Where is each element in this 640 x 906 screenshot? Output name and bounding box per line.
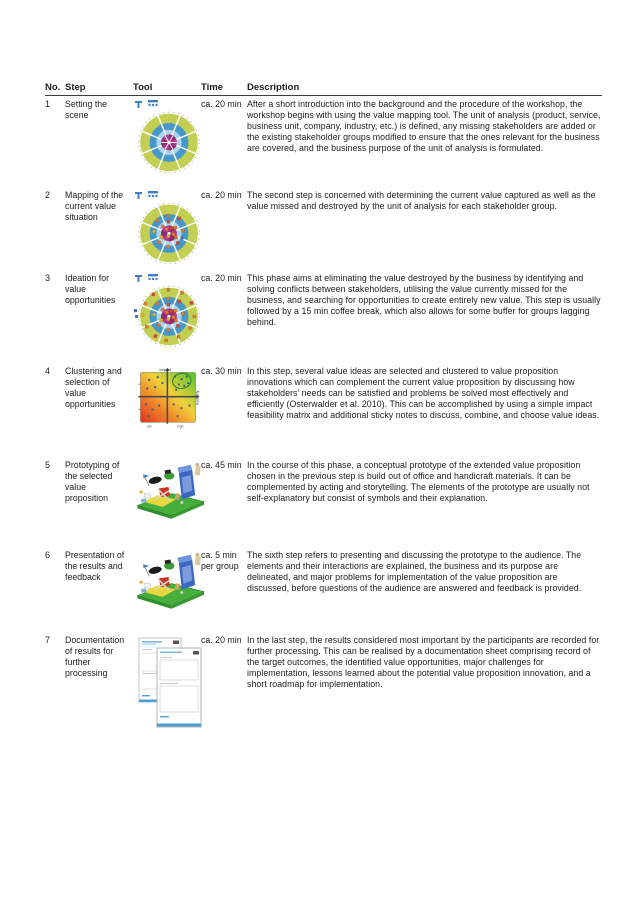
workshop-steps-table: [45, 82, 602, 755]
step-time: ca. 30 min: [201, 366, 242, 376]
step-time: ca. 5 min per group: [201, 550, 239, 571]
step-time: ca. 45 min: [201, 460, 242, 470]
step-name: Presentation of the results and feedback: [65, 550, 125, 582]
step-number: 4: [45, 366, 51, 376]
table-row: [45, 273, 602, 366]
matrix-label-impact: Impact: [159, 367, 172, 372]
step-name: Clustering and selection of value opportunities: [65, 366, 122, 409]
header-tool: Tool: [133, 82, 153, 93]
step-description: In the last step, the results considered most important by the participants are recorded for further processing. This can be realised by a documentation sheet comprising record of the target outcomes, the identified value opportunities, major challenges for implementation, lessons learned about the potential value proposition innovation, and a short roadmap for implementation.: [247, 635, 600, 689]
impact-feasibility-matrix-icon: [133, 366, 201, 429]
table-row: [45, 635, 602, 755]
table-row: [45, 190, 602, 273]
matrix-label-low: low: [146, 424, 152, 429]
step-description: In this step, several value ideas are selected and clustered to value proposition innovations which can complement the current value proposition by discussing how stakeholders’ needs can be satisfied and problems be solved most effectively and efficiently (Osterwalder et al. 2010). This can be accomplished by using a simple impact feasibility matrix and additional sticky notes to discuss, combine, and choose value ideas.: [247, 366, 600, 420]
table-row: [45, 99, 602, 190]
legend-icon: [135, 190, 169, 200]
step-number: 5: [45, 460, 51, 470]
header-time: Time: [201, 82, 224, 93]
step-time: ca. 20 min: [201, 99, 242, 109]
header-no: No.: [45, 82, 61, 93]
step-name: Documentation of results for further processing: [65, 635, 125, 678]
documentation-sheets-icon: [133, 635, 201, 729]
step-number: 7: [45, 635, 51, 645]
value-ideation-wheel-icon: [133, 273, 201, 351]
step-time: ca. 20 min: [201, 190, 242, 200]
step-name: Prototyping of the selected value proposition: [65, 460, 120, 503]
step-number: 1: [45, 99, 51, 109]
value-mapping-wheel-icon: [133, 99, 201, 177]
step-number: 2: [45, 190, 51, 200]
step-description: In the course of this phase, a conceptual prototype of the extended value proposition chosen in the previous step is build out of office and handicraft materials. It can be complemented by acting and storytelling. The elements of the prototype are usually not self-explanatory but consist of symbols and their explanation.: [247, 460, 590, 503]
header-description: Description: [247, 82, 300, 93]
legend-icon: [135, 99, 169, 109]
step-description: The sixth step refers to presenting and discussing the prototype to the audience. The elements and their interactions are explained, the business and its purpose are delineated, and major problems for implementation of the value proposition are discussed, before questions of the audience are answered and feedback is provided.: [247, 550, 582, 593]
table-row: [45, 550, 602, 635]
step-description: After a short introduction into the background and the procedure of the workshop, the workshop begins with using the value mapping tool. The unit of analysis (product, service, business unit, company, industry, etc.) is defined, any missing stakeholders are added or the existing stakeholder groups modified to ensure that the ones relevant for the business are covered, and the business purpose of the unit of analysis is formulated.: [247, 99, 601, 153]
table-row: [45, 366, 602, 460]
front-sheet: [157, 648, 201, 727]
header-step: Step: [65, 82, 86, 93]
step-time: ca. 20 min: [201, 273, 242, 283]
step-name: Setting the scene: [65, 99, 108, 120]
step-number: 3: [45, 273, 51, 283]
step-description: The second step is concerned with determining the current value captured as well as the value missed and destroyed by the unit of analysis for each stakeholder group.: [247, 190, 596, 211]
step-name: Ideation for value opportunities: [65, 273, 116, 305]
prototype-photo-icon: [133, 460, 201, 524]
step-description: This phase aims at eliminating the value destroyed by the business by identifying and solving conflicts between stakeholders, utilising the value currently missed for the business, and searching for opportunities to create entirely new value. This step is usually followed by a 15 min coffee break, which also allows for some buffer for groups lagging behind.: [247, 273, 601, 327]
prototype-photo-icon: [133, 550, 201, 614]
step-number: 6: [45, 550, 51, 560]
value-mapping-wheel-notes-icon: [133, 190, 201, 268]
table-header-row: [45, 82, 602, 96]
matrix-label-feasibility: feasibility: [195, 390, 200, 406]
matrix-label-high: high: [177, 424, 184, 429]
step-name: Mapping of the current value situation: [65, 190, 124, 222]
step-time: ca. 20 min: [201, 635, 242, 645]
table-row: [45, 460, 602, 550]
legend-icon: [135, 273, 169, 283]
